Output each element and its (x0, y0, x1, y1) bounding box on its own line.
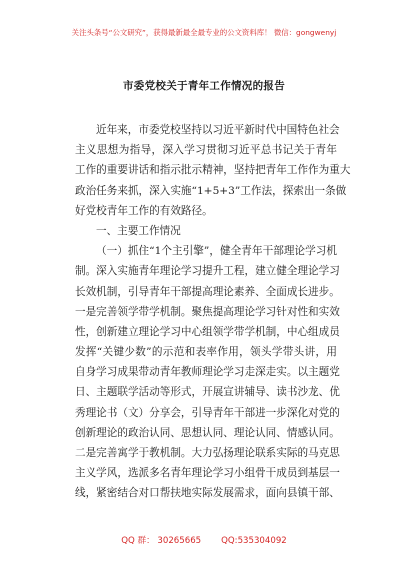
paragraph-line: 二是完善寓学于教机制。大力弘扬理论联系实际的马克思 (75, 447, 340, 459)
paragraph-line: 一是完善领学带学机制。聚焦提高理论学习针对性和实效 (75, 305, 340, 318)
paragraph-line: 线，紧密结合对口帮扶地实际发展需求，面向县镇干部、 (75, 487, 340, 500)
paragraph-line: 创新理论的政治认同、思想认同、理论认同、情感认同。 (75, 426, 340, 439)
document-title: 市委党校关于青年工作情况的报告 (123, 80, 285, 92)
paragraph-line: 工作的重要讲话和指示批示精神，坚持把青年工作作为重大 (75, 164, 351, 177)
footer-qq-number: QQ:535304092 (221, 536, 287, 546)
paragraph-line: 制。深入实施青年理论学习提升工程，建立健全理论学习 (75, 265, 340, 278)
document-body (75, 120, 351, 504)
paragraph-line: 近年来，市委党校坚持以习近平新时代中国特色社会 (96, 124, 340, 136)
header-banner: 关注头条号“公文研究”，获得最新最全最专业的公文资料库！ 微信：gongwenyj (71, 28, 337, 37)
section-heading: 一、主要工作情况 (96, 224, 181, 237)
footer-contact (0, 534, 408, 546)
paragraph-line: （一）抓住“1个主引擎”，健全青年干部理论学习机 (96, 245, 337, 258)
paragraph-line: 自身学习成果带动青年教师理论学习走深走实。以主题党 (75, 366, 340, 379)
footer-qq-group: QQ 群： 30265665 (121, 536, 202, 546)
paragraph-line: 政治任务来抓，深入实施“1+5+3”工作法，探索出一条做 (75, 184, 347, 197)
paragraph-line: 主义思想为指导，深入学习贯彻习近平总书记关于青年 (75, 144, 337, 157)
paragraph-line: 好党校青年工作的有效路径。 (75, 204, 213, 217)
paragraph-line: 长效机制，引导青年干部提高理论素养、全面成长进步。 (75, 285, 340, 298)
paragraph-line: 性，创新建立理论学习中心组领学带学机制，中心组成员 (75, 325, 340, 338)
paragraph-line: 日、主题联学活动等形式，开展宣讲辅导、读书沙龙、优 (75, 386, 340, 399)
paragraph-line: 发挥“关键少数”的示范和表率作用，领头学带头讲，用 (75, 346, 337, 359)
paragraph-line: 主义学风，选派多名青年理论学习小组骨干成员到基层一 (75, 467, 340, 480)
paragraph-line: 秀理论书（文）分享会，引导青年干部进一步深化对党的 (75, 406, 340, 419)
